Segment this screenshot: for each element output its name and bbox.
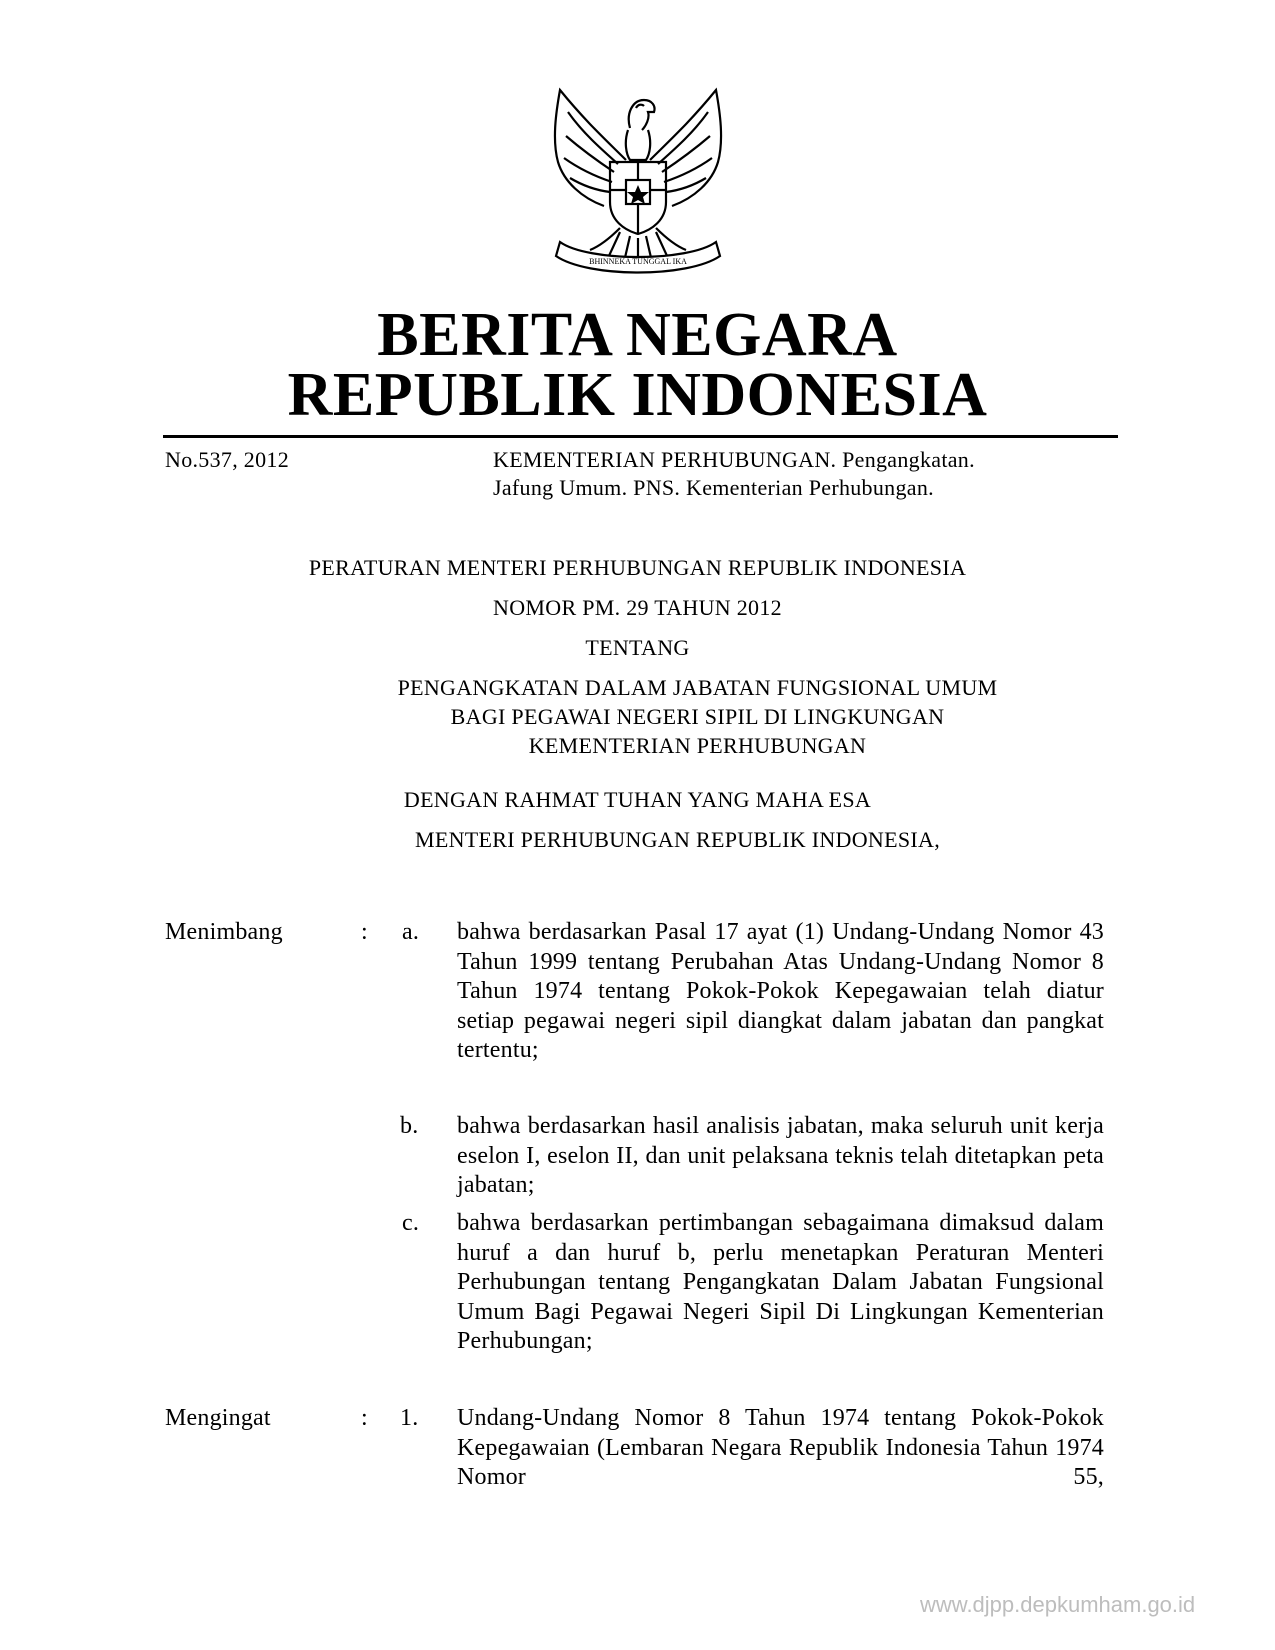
watermark-url: www.djpp.depkumham.go.id: [920, 1592, 1196, 1617]
menimbang-item-marker-c: c.: [402, 1210, 420, 1236]
svg-text:BHINNEKA TUNGGAL IKA: BHINNEKA TUNGGAL IKA: [589, 257, 687, 266]
mengingat-colon: :: [361, 1405, 368, 1431]
menimbang-label: Menimbang: [165, 919, 283, 945]
menimbang-colon: :: [361, 919, 368, 945]
regulation-subject-line1: PENGANGKATAN DALAM JABATAN FUNGSIONAL UMUM: [397, 675, 998, 700]
publication-subject-line2: Jafung Umum. PNS. Kementerian Perhubungan.: [493, 475, 934, 500]
masthead-divider: [163, 435, 1118, 438]
menimbang-item-marker-a: a.: [402, 919, 420, 945]
regulation-invocation: DENGAN RAHMAT TUHAN YANG MAHA ESA: [403, 787, 872, 812]
menimbang-item-marker-b: b.: [400, 1113, 419, 1139]
publication-subject-line1: KEMENTERIAN PERHUBUNGAN. Pengangkatan.: [493, 447, 975, 472]
garuda-emblem-icon: [538, 82, 738, 282]
regulation-authority: MENTERI PERHUBUNGAN REPUBLIK INDONESIA,: [414, 827, 941, 852]
menimbang-item-text-c: bahwa berdasarkan pertimbangan sebagaimana dimaksud dalam huruf a dan huruf b, perlu menetapkan Peraturan Menteri Perhubungan tentang Pengangkatan Dalam Jabatan Fungsional Umum Bagi Pegawai Negeri Sipil Di Lingkungan Kementerian Perhubungan;: [457, 1210, 1104, 1354]
masthead-line2: REPUBLIK INDONESIA: [287, 361, 988, 429]
mengingat-label: Mengingat: [165, 1405, 271, 1431]
mengingat-item-text-1: Undang-Undang Nomor 8 Tahun 1974 tentang Pokok-Pokok Kepegawaian (Lembaran Negara Republik Indonesia Tahun 1974 Nomor 55,: [457, 1405, 1104, 1490]
masthead-line1: BERITA NEGARA: [377, 301, 898, 369]
regulation-title: PERATURAN MENTERI PERHUBUNGAN REPUBLIK INDONESIA: [308, 555, 967, 580]
regulation-subject-line3: KEMENTERIAN PERHUBUNGAN: [528, 733, 867, 758]
menimbang-item-text-b: bahwa berdasarkan hasil analisis jabatan, maka seluruh unit kerja eselon I, eselon II, dan unit pelaksana teknis telah ditetapkan peta jabatan;: [457, 1113, 1104, 1198]
mengingat-item-marker-1: 1.: [400, 1405, 419, 1431]
publication-number: No.537, 2012: [165, 447, 289, 472]
regulation-subject-line2: BAGI PEGAWAI NEGERI SIPIL DI LINGKUNGAN: [450, 704, 945, 729]
regulation-number: NOMOR PM. 29 TAHUN 2012: [493, 595, 782, 620]
menimbang-item-text-a: bahwa berdasarkan Pasal 17 ayat (1) Undang-Undang Nomor 43 Tahun 1999 tentang Perubahan Atas Undang-Undang Nomor 8 Tahun 1974 tentang Pokok-Pokok Kepegawaian telah diatur setiap pegawai negeri sipil diangkat dalam jabatan dan pangkat tertentu;: [457, 919, 1104, 1063]
regulation-about: TENTANG: [585, 635, 690, 660]
